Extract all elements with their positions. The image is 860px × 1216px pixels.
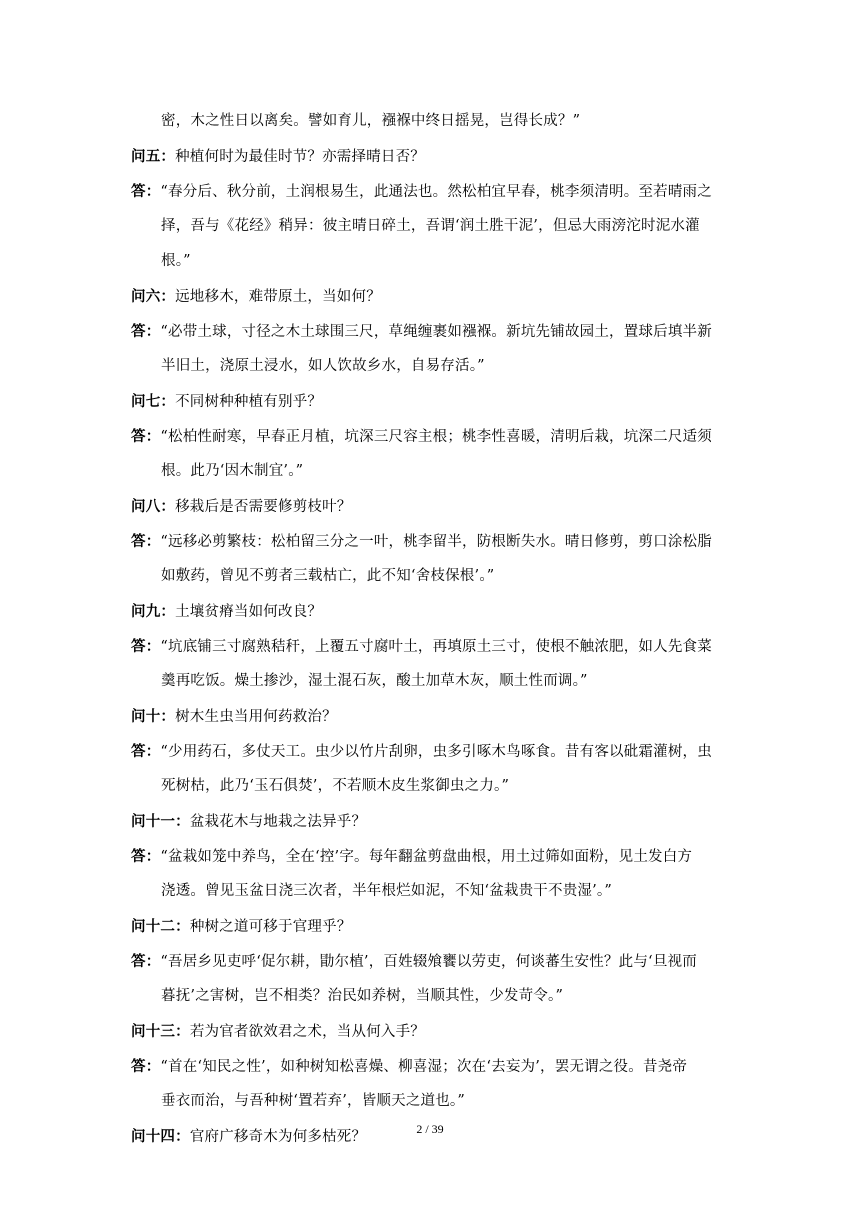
text-line (131, 314, 731, 349)
qa-label: 答： (131, 1058, 161, 1075)
text-line (131, 279, 731, 314)
qa-label: 答： (131, 428, 161, 445)
text-line (131, 874, 731, 909)
line-text: “吾居乡见吏呼‘促尔耕，勖尔植’，百姓辍飧饔以劳吏，何谈蕃生安性？此与‘旦视而 (160, 954, 697, 970)
line-text: 根。此乃‘因木制宜’。” (161, 463, 304, 479)
line-text: “松柏性耐寒，早春正月植，坑深三尺容主根；桃李性喜暖，清明后栽，坑深二尺适须 (160, 429, 712, 445)
qa-label: 答： (131, 953, 161, 970)
text-line (131, 1084, 731, 1119)
qa-label: 问六： (131, 288, 176, 305)
line-text: 盆栽花木与地栽之法异乎？ (189, 814, 367, 830)
text-line (131, 174, 731, 209)
text-line (131, 384, 731, 419)
text-line (131, 139, 731, 174)
text-line (131, 454, 731, 489)
line-text: 密，木之性日以离矣。譬如育儿，襁褓中终日摇晃，岂得长成？” (161, 113, 581, 129)
qa-label: 问九： (131, 603, 176, 620)
qa-label: 问十四： (131, 1128, 190, 1145)
line-text: 远地移木，难带原土，当如何？ (175, 289, 381, 305)
line-text: 如敷药，曾见不剪者三载枯亡，此不知‘舍枝保根’。” (161, 568, 495, 584)
qa-label: 答： (131, 848, 161, 865)
text-line (131, 524, 731, 559)
text-line (131, 244, 731, 279)
text-line (131, 104, 731, 139)
qa-label: 问十三： (131, 1023, 190, 1040)
line-text: “必带土球，寸径之木土球围三尺，草绳缠裹如襁褓。新坑先铺故园土，置球后填半新 (160, 324, 712, 340)
qa-label: 问十二： (131, 918, 190, 935)
text-line (131, 209, 731, 244)
document-body (131, 104, 731, 1154)
text-line (131, 699, 731, 734)
line-text: “少用药石，多仗天工。虫少以竹片刮卵，虫多引啄木鸟啄食。昔有客以砒霜灌树，虫 (160, 744, 712, 760)
line-text: 土壤贫瘠当如何改良？ (175, 604, 323, 620)
text-line (131, 839, 731, 874)
line-text: 树木生虫当用何药救治？ (175, 709, 337, 725)
qa-label: 答： (131, 743, 161, 760)
qa-label: 问十一： (131, 813, 190, 830)
line-text: 死树枯，此乃‘玉石俱焚’，不若顺木皮生浆御虫之力。” (161, 778, 510, 794)
line-text: 暮抚’之害树，岂不相类？治民如养树，当顺其性，少发苛令。” (161, 988, 564, 1004)
qa-label: 问七： (131, 393, 176, 410)
qa-label: 问八： (131, 498, 176, 515)
line-text: 根。” (161, 253, 191, 269)
page-number: 2 / 39 (416, 1122, 444, 1136)
qa-label: 问五： (131, 148, 176, 165)
line-text: “坑底铺三寸腐熟秸秆，上覆五寸腐叶土，再填原土三寸，使根不触浓肥，如人先食菜 (160, 639, 712, 655)
line-text: 羹再吃饭。燥土掺沙，湿土混石灰，酸土加草木灰，顺土性而调。” (161, 673, 588, 689)
line-text: 浇透。曾见玉盆日浇三次者，半年根烂如泥，不知‘盆栽贵干不贵湿’。” (161, 883, 612, 899)
text-line (131, 489, 731, 524)
text-line (131, 419, 731, 454)
qa-label: 答： (131, 323, 161, 340)
line-text: 不同树种种植有别乎？ (175, 394, 323, 410)
text-line (131, 909, 731, 944)
text-line (131, 559, 731, 594)
line-text: “首在‘知民之性’，如种树知松喜燥、柳喜湿；次在‘去妄为’，罢无谓之役。昔尧帝 (160, 1059, 688, 1075)
qa-label: 答： (131, 638, 161, 655)
line-text: 择，吾与《花经》稍异：彼主晴日碎土，吾谓‘润土胜干泥’，但忌大雨滂沱时泥水灌 (161, 218, 700, 234)
line-text: 若为官者欲效君之术，当从何入手？ (189, 1024, 426, 1040)
line-text: 官府广移奇木为何多枯死？ (189, 1129, 367, 1145)
text-line (131, 769, 731, 804)
text-line (131, 734, 731, 769)
line-text: “春分后、秋分前，土润根易生，此通法也。然松柏宜早春，桃李须清明。至若晴雨之 (160, 184, 712, 200)
line-text: 垂衣而治，与吾种树‘置若弃’，皆顺天之道也。” (161, 1093, 465, 1109)
line-text: 半旧土，浇原土浸水，如人饮故乡水，自易存活。” (161, 358, 485, 374)
text-line (131, 804, 731, 839)
text-line (131, 979, 731, 1014)
qa-label: 答： (131, 533, 161, 550)
line-text: “盆栽如笼中养鸟，全在‘控’字。每年翻盆剪盘曲根，用土过筛如面粉，见土发白方 (160, 849, 693, 865)
qa-label: 答： (131, 183, 161, 200)
text-line (131, 1014, 731, 1049)
line-text: 移栽后是否需要修剪枝叶？ (175, 499, 352, 515)
text-line (131, 349, 731, 384)
text-line (131, 664, 731, 699)
line-text: “远移必剪繁枝：松柏留三分之一叶，桃李留半，防根断失水。晴日修剪，剪口涂松脂 (160, 534, 712, 550)
line-text: 种植何时为最佳时节？亦需择晴日否？ (175, 149, 426, 165)
text-line (131, 629, 731, 664)
text-line (131, 944, 731, 979)
text-line (131, 594, 731, 629)
qa-label: 问十： (131, 708, 176, 725)
line-text: 种树之道可移于官理乎？ (189, 919, 352, 935)
text-line (131, 1049, 731, 1084)
